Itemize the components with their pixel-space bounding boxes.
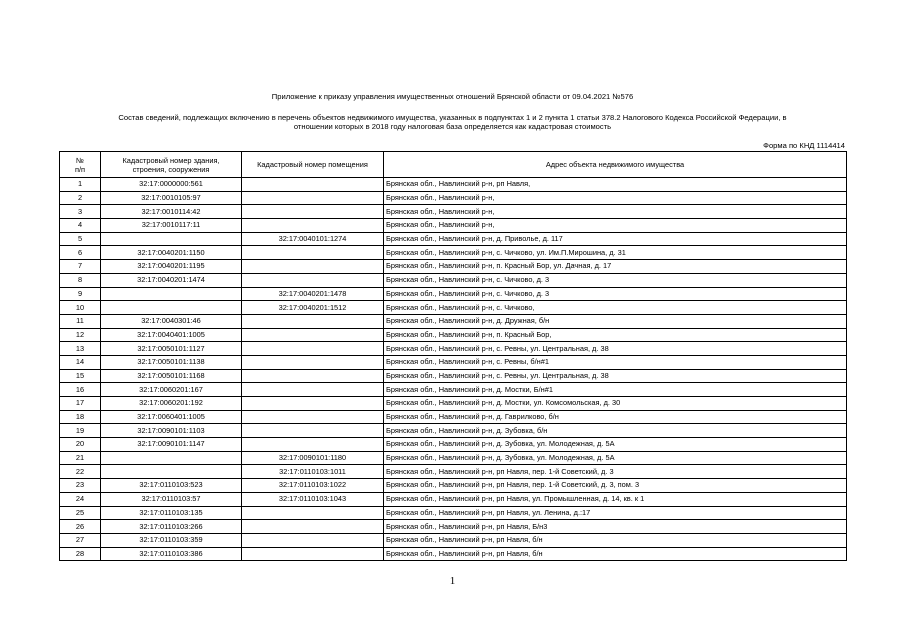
table-row [60,328,847,342]
row-number-cell: 15 [60,369,101,383]
premise-cadastral-cell [242,383,384,397]
row-number-cell: 16 [60,383,101,397]
subtitle-line-2: отношении которых в 2018 году налоговая база определяется как кадастровая стоимость [293,122,612,131]
premise-cadastral-cell [242,397,384,411]
building-cadastral-cell: 32:17:0090101:1103 [101,424,242,438]
page-number: 1 [449,575,456,587]
table-row [60,355,847,369]
table-row [60,273,847,287]
address-cell: Брянская обл., Навлинский р-н, рп Навля, пер. 1-й Советский, д. 3, пом. 3 [384,479,847,493]
address-cell: Брянская обл., Навлинский р-н, с. Чичково, [384,301,847,315]
header-number-line2: п/п [74,164,86,174]
table-row [60,287,847,301]
row-number-cell: 7 [60,260,101,274]
building-cadastral-cell: 32:17:0110103:266 [101,520,242,534]
premise-cadastral-cell: 32:17:0040101:1274 [242,232,384,246]
address-cell: Брянская обл., Навлинский р-н, д. Привольe, д. 117 [384,232,847,246]
building-cadastral-cell: 32:17:0040301:46 [101,314,242,328]
table-row [60,438,847,452]
building-cadastral-cell: 32:17:0090101:1147 [101,438,242,452]
premise-cadastral-cell [242,314,384,328]
address-cell: Брянская обл., Навлинский р-н, д. Зубовка, б/н [384,424,847,438]
address-cell: Брянская обл., Навлинский р-н, рп Навля, пер. 1-й Советский, д. 3 [384,465,847,479]
address-cell: Брянская обл., Навлинский р-н, рп Навля, б/н [384,533,847,547]
premise-cadastral-cell [242,355,384,369]
row-number-cell: 23 [60,479,101,493]
building-cadastral-cell: 32:17:0050101:1138 [101,355,242,369]
building-cadastral-cell: 32:17:0040401:1005 [101,328,242,342]
row-number-cell: 20 [60,438,101,452]
table-row [60,424,847,438]
premise-cadastral-cell [242,533,384,547]
row-number-cell: 10 [60,301,101,315]
table-row [60,506,847,520]
header-building-cadastral [101,152,242,178]
building-cadastral-cell: 32:17:0110103:57 [101,492,242,506]
row-number-cell: 12 [60,328,101,342]
row-number-cell: 26 [60,520,101,534]
address-cell: Брянская обл., Навлинский р-н, рп Навля, ул. Ленина, д.:17 [384,506,847,520]
header-premise-cadastral: Кадастровый номер помещения [242,152,384,178]
row-number-cell: 19 [60,424,101,438]
row-number-cell: 14 [60,355,101,369]
table-row [60,191,847,205]
premise-cadastral-cell [242,178,384,192]
table-row [60,342,847,356]
address-cell: Брянская обл., Навлинский р-н, д. Зубовка, ул. Молодежная, д. 5А [384,451,847,465]
row-number-cell: 27 [60,533,101,547]
table-row [60,492,847,506]
premise-cadastral-cell [242,246,384,260]
building-cadastral-cell: 32:17:0060201:192 [101,397,242,411]
table-row [60,397,847,411]
building-cadastral-cell: 32:17:0060201:167 [101,383,242,397]
row-number-cell: 5 [60,232,101,246]
table-row [60,301,847,315]
address-cell: Брянская обл., Навлинский р-н, [384,191,847,205]
address-cell: Брянская обл., Навлинский р-н, с. Чичково, д. 3 [384,287,847,301]
address-cell: Брянская обл., Навлинский р-н, с. Ревны, б/н#1 [384,355,847,369]
header-number [60,152,101,178]
address-cell: Брянская обл., Навлинский р-н, рп Навля, Б/н3 [384,520,847,534]
row-number-cell: 11 [60,314,101,328]
row-number-cell: 13 [60,342,101,356]
premise-cadastral-cell [242,342,384,356]
row-number-cell: 8 [60,273,101,287]
premise-cadastral-cell [242,369,384,383]
table-row [60,205,847,219]
table-row [60,410,847,424]
address-cell: Брянская обл., Навлинский р-н, с. Ревны, ул. Центральная, д. 38 [384,342,847,356]
address-cell: Брянская обл., Навлинский р-н, д. Мостки, ул. Комсомольская, д. 30 [384,397,847,411]
table-row [60,246,847,260]
premise-cadastral-cell [242,260,384,274]
header-number-line1: № [76,155,84,165]
premise-cadastral-cell [242,547,384,561]
property-table [59,151,847,561]
table-row [60,533,847,547]
row-number-cell: 6 [60,246,101,260]
address-cell: Брянская обл., Навлинский р-н, рп Навля, ул. Промышленная, д. 14, кв. к 1 [384,492,847,506]
premise-cadastral-cell [242,438,384,452]
table-header-row [60,152,847,178]
building-cadastral-cell: 32:17:0050101:1168 [101,369,242,383]
building-cadastral-cell: 32:17:0050101:1127 [101,342,242,356]
building-cadastral-cell: 32:17:0010117:11 [101,219,242,233]
table-row [60,178,847,192]
form-code: Форма по КНД 1114414 [763,141,845,150]
address-cell: Брянская обл., Навлинский р-н, п. Красный Бор, [384,328,847,342]
table-row [60,383,847,397]
row-number-cell: 1 [60,178,101,192]
premise-cadastral-cell: 32:17:0040201:1512 [242,301,384,315]
table-row [60,260,847,274]
premise-cadastral-cell: 32:17:0110103:1022 [242,479,384,493]
header-building-line2: строения, сооружения [132,164,210,174]
table-row [60,547,847,561]
table-row [60,314,847,328]
header-address: Адрес объекта недвижимого имущества [384,152,847,178]
premise-cadastral-cell [242,520,384,534]
building-cadastral-cell: 32:17:0010105:97 [101,191,242,205]
building-cadastral-cell: 32:17:0040201:1195 [101,260,242,274]
address-cell: Брянская обл., Навлинский р-н, рп Навля, б/н [384,547,847,561]
table-row [60,520,847,534]
row-number-cell: 25 [60,506,101,520]
premise-cadastral-cell [242,410,384,424]
address-cell: Брянская обл., Навлинский р-н, д. Дружная, б/н [384,314,847,328]
row-number-cell: 28 [60,547,101,561]
row-number-cell: 3 [60,205,101,219]
premise-cadastral-cell: 32:17:0110103:1043 [242,492,384,506]
premise-cadastral-cell: 32:17:0090101:1180 [242,451,384,465]
building-cadastral-cell: 32:17:0010114:42 [101,205,242,219]
header-building-line1: Кадастровый номер здания, [122,155,220,165]
row-number-cell: 4 [60,219,101,233]
address-cell: Брянская обл., Навлинский р-н, рп Навля, [384,178,847,192]
row-number-cell: 21 [60,451,101,465]
premise-cadastral-cell [242,273,384,287]
building-cadastral-cell [101,287,242,301]
premise-cadastral-cell [242,205,384,219]
row-number-cell: 24 [60,492,101,506]
subtitle-line-1: Состав сведений, подлежащих включению в перечень объектов недвижимого имущества, указанных в подпунктах 1 и 2 пункта 1 статьи 378.2 Налогового Кодекса Российской Федерации, в [118,113,787,122]
building-cadastral-cell: 32:17:0060401:1005 [101,410,242,424]
premise-cadastral-cell [242,328,384,342]
premise-cadastral-cell: 32:17:0040201:1478 [242,287,384,301]
table-row [60,451,847,465]
building-cadastral-cell: 32:17:0040201:1150 [101,246,242,260]
order-title: Приложение к приказу управления имущественных отношений Брянской области от 09.04.2021 №576 [271,92,634,101]
address-cell: Брянская обл., Навлинский р-н, [384,219,847,233]
table-row [60,232,847,246]
address-cell: Брянская обл., Навлинский р-н, с. Чичково, ул. Им.П.Мирошина, д. 31 [384,246,847,260]
address-cell: Брянская обл., Навлинский р-н, п. Красный Бор, ул. Дачная, д. 17 [384,260,847,274]
address-cell: Брянская обл., Навлинский р-н, [384,205,847,219]
building-cadastral-cell: 32:17:0110103:359 [101,533,242,547]
building-cadastral-cell [101,301,242,315]
building-cadastral-cell: 32:17:0000000:561 [101,178,242,192]
building-cadastral-cell: 32:17:0040201:1474 [101,273,242,287]
premise-cadastral-cell [242,191,384,205]
row-number-cell: 9 [60,287,101,301]
table-row [60,369,847,383]
row-number-cell: 17 [60,397,101,411]
building-cadastral-cell [101,465,242,479]
table-row [60,219,847,233]
premise-cadastral-cell: 32:17:0110103:1011 [242,465,384,479]
table-row [60,465,847,479]
address-cell: Брянская обл., Навлинский р-н, с. Ревны, ул. Центральная, д. 38 [384,369,847,383]
building-cadastral-cell [101,451,242,465]
row-number-cell: 18 [60,410,101,424]
row-number-cell: 22 [60,465,101,479]
table-body [60,178,847,561]
building-cadastral-cell: 32:17:0110103:523 [101,479,242,493]
address-cell: Брянская обл., Навлинский р-н, д. Гаврилково, б/н [384,410,847,424]
document-subtitle [60,113,845,131]
address-cell: Брянская обл., Навлинский р-н, с. Чичково, д. 3 [384,273,847,287]
row-number-cell: 2 [60,191,101,205]
building-cadastral-cell: 32:17:0110103:135 [101,506,242,520]
premise-cadastral-cell [242,424,384,438]
address-cell: Брянская обл., Навлинский р-н, д. Зубовка, ул. Молодежная, д. 5А [384,438,847,452]
building-cadastral-cell [101,232,242,246]
premise-cadastral-cell [242,219,384,233]
table-row [60,479,847,493]
address-cell: Брянская обл., Навлинский р-н, д. Мостки, Б/н#1 [384,383,847,397]
premise-cadastral-cell [242,506,384,520]
building-cadastral-cell: 32:17:0110103:386 [101,547,242,561]
